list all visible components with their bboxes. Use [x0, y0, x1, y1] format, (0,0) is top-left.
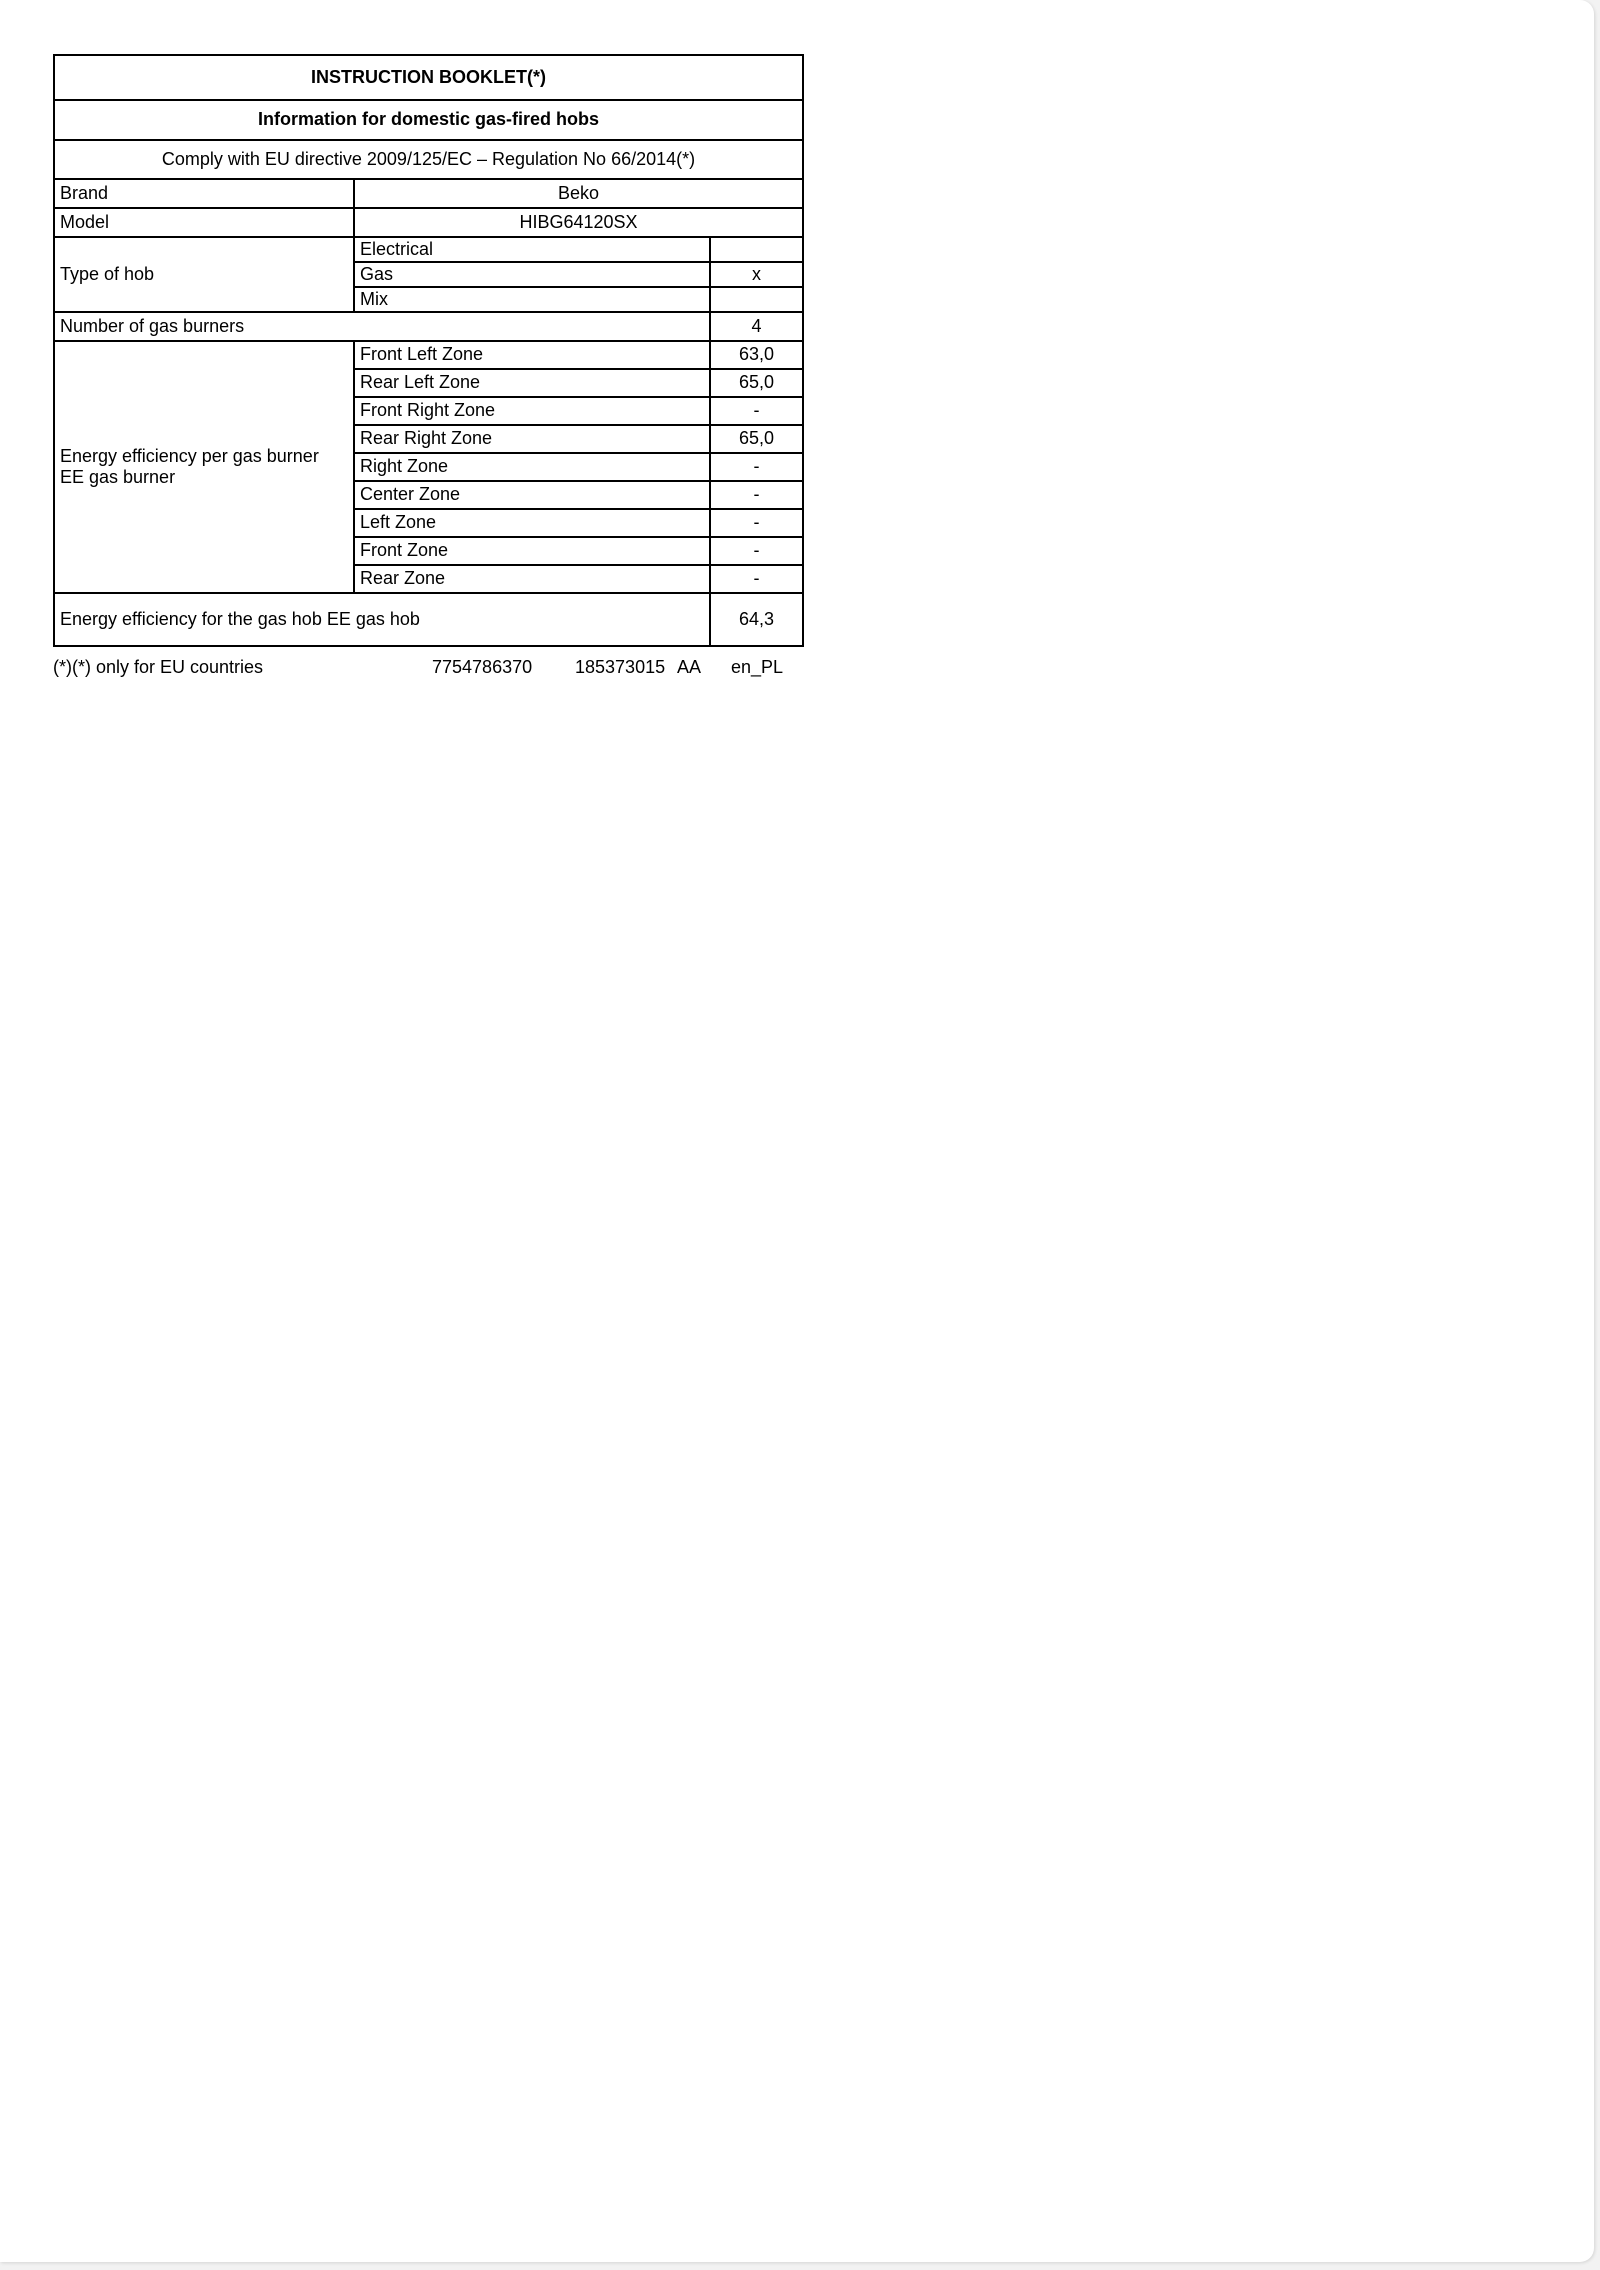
document-code: 7754786370	[432, 657, 533, 677]
hob-type-mark	[710, 237, 803, 262]
revision-code: AA	[677, 657, 702, 677]
booklet-title: INSTRUCTION BOOKLET(*)	[54, 55, 803, 100]
zone-value: -	[710, 481, 803, 509]
gas-hob-info-table	[53, 54, 804, 647]
hob-type-option: Mix	[354, 287, 710, 312]
product-code: 185373015	[575, 657, 666, 677]
hob-type-option: Electrical	[354, 237, 710, 262]
hob-type-mark	[710, 287, 803, 312]
zone-name: Front Right Zone	[354, 397, 710, 425]
total-efficiency-value: 64,3	[710, 593, 803, 646]
total-efficiency-label: Energy efficiency for the gas hob EE gas hob	[54, 593, 710, 646]
burners-value: 4	[710, 312, 803, 341]
model-value: HIBG64120SX	[354, 208, 803, 237]
brand-value: Beko	[354, 179, 803, 208]
eu-countries-note: (*)(*) only for EU countries	[53, 657, 264, 677]
burners-row	[54, 312, 803, 341]
burner-efficiency-label	[54, 341, 354, 593]
model-label: Model	[54, 208, 354, 237]
zone-row	[54, 341, 803, 369]
zone-value: -	[710, 397, 803, 425]
zone-name: Rear Left Zone	[354, 369, 710, 397]
regulation-text: Comply with EU directive 2009/125/EC – Regulation No 66/2014(*)	[54, 140, 803, 179]
zone-name: Front Left Zone	[354, 341, 710, 369]
zone-name: Center Zone	[354, 481, 710, 509]
product-fiche	[53, 54, 802, 687]
hob-type-label: Type of hob	[54, 237, 354, 312]
zone-value: -	[710, 565, 803, 593]
hob-type-option: Gas	[354, 262, 710, 287]
zone-name: Front Zone	[354, 537, 710, 565]
locale-code: en_PL	[731, 657, 784, 677]
zone-name: Right Zone	[354, 453, 710, 481]
zone-value: 65,0	[710, 425, 803, 453]
zone-value: -	[710, 453, 803, 481]
hob-type-row	[54, 237, 803, 262]
brand-label: Brand	[54, 179, 354, 208]
zone-value: 63,0	[710, 341, 803, 369]
title-row	[54, 55, 803, 100]
burner-efficiency-label-line1: Energy efficiency per gas burner	[60, 446, 319, 467]
total-efficiency-row	[54, 593, 803, 646]
brand-row	[54, 179, 803, 208]
zone-name: Rear Right Zone	[354, 425, 710, 453]
zone-value: 65,0	[710, 369, 803, 397]
zone-name: Rear Zone	[354, 565, 710, 593]
zone-name: Left Zone	[354, 509, 710, 537]
burners-label: Number of gas burners	[54, 312, 710, 341]
zone-value: -	[710, 509, 803, 537]
table-subtitle: Information for domestic gas-fired hobs	[54, 100, 803, 140]
burner-efficiency-label-line2: EE gas burner	[60, 467, 176, 487]
document-footer	[53, 657, 802, 687]
subtitle-row	[54, 100, 803, 140]
regulation-row	[54, 140, 803, 179]
model-row	[54, 208, 803, 237]
hob-type-mark: x	[710, 262, 803, 287]
zone-value: -	[710, 537, 803, 565]
